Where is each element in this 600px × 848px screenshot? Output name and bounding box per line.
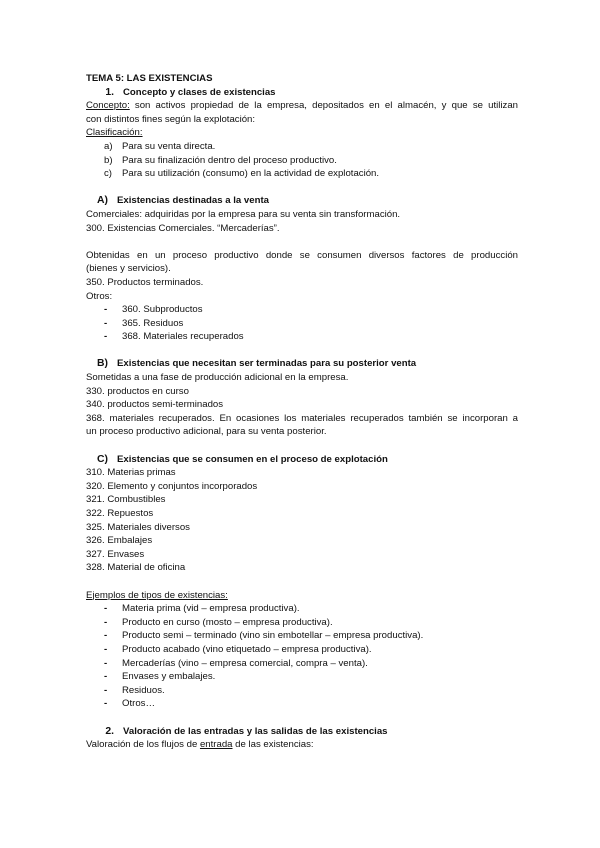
dash-marker: - bbox=[104, 603, 108, 615]
example-item bbox=[86, 602, 518, 616]
otros-item-1 bbox=[86, 303, 518, 317]
section-b-line-3: 340. productos semi-terminados bbox=[86, 399, 224, 411]
dash-marker: - bbox=[104, 643, 108, 655]
section-a-otros: Otros: bbox=[86, 290, 113, 302]
example-item bbox=[86, 643, 518, 657]
section-b-line-1: Sometidas a una fase de producción adicional en la empresa. bbox=[86, 372, 349, 384]
section-b-para-2: un proceso productivo adicional, para su venta posterior. bbox=[86, 426, 327, 438]
section-c-letter: C) bbox=[97, 453, 108, 465]
section-c-line: 327. Envases bbox=[86, 548, 145, 560]
dash-marker: - bbox=[104, 684, 108, 696]
section-2-heading bbox=[86, 725, 518, 739]
section-c-line: 328. Material de oficina bbox=[86, 562, 186, 574]
class-item-a-text: Para su venta directa. bbox=[122, 140, 216, 152]
section-a-line-350: 350. Productos terminados. bbox=[86, 276, 204, 288]
class-item-b bbox=[86, 154, 518, 168]
example-item-text: Mercaderías (vino – empresa comercial, compra – venta). bbox=[122, 657, 368, 669]
example-item-text: Producto semi – terminado (vino sin embotellar – empresa productiva). bbox=[122, 630, 424, 642]
section-c-line: 322. Repuestos bbox=[86, 508, 154, 519]
section-a-line-1: Comerciales: adquiridas por la empresa para su venta sin transformación. bbox=[86, 208, 401, 220]
section-b-title: Existencias que necesitan ser terminadas para su posterior venta bbox=[117, 358, 417, 370]
example-item bbox=[86, 616, 518, 630]
class-item-b-text: Para su finalización dentro del proceso productivo. bbox=[122, 154, 337, 166]
section-b-heading bbox=[86, 357, 518, 371]
dash-marker: - bbox=[104, 671, 108, 683]
dash-marker: - bbox=[104, 331, 108, 343]
section-2-title: Valoración de las entradas y las salidas de las existencias bbox=[123, 725, 388, 737]
section-1-number: 1. bbox=[105, 86, 114, 98]
example-item-text: Residuos. bbox=[122, 684, 165, 696]
example-item-text: Otros… bbox=[122, 698, 156, 710]
class-item-b-marker: b) bbox=[104, 154, 113, 166]
classification-label: Clasificación: bbox=[86, 127, 143, 139]
otros-item-2-text: 365. Residuos bbox=[122, 317, 184, 329]
section-b-para-1: 368. materiales recuperados. En ocasiones los materiales recuperados también se incorporan a bbox=[86, 412, 518, 424]
section-c-line: 310. Materias primas bbox=[86, 467, 176, 479]
otros-item-1-text: 360. Subproductos bbox=[122, 304, 203, 316]
otros-item-3-text: 368. Materiales recuperados bbox=[122, 331, 244, 343]
section-a-heading bbox=[86, 194, 518, 208]
dash-marker: - bbox=[104, 304, 108, 316]
dash-marker: - bbox=[104, 630, 108, 642]
section-a-letter: A) bbox=[97, 195, 108, 207]
class-item-a-marker: a) bbox=[104, 140, 113, 152]
section-a-line-2: 300. Existencias Comerciales. “Mercaderías”. bbox=[86, 222, 280, 234]
section-c-line: 326. Embalajes bbox=[86, 535, 153, 547]
section-a-para-2: (bienes y servicios). bbox=[86, 263, 171, 275]
example-item-text: Producto acabado (vino etiquetado – empresa productiva). bbox=[122, 643, 372, 655]
dash-marker: - bbox=[104, 657, 108, 669]
section-b-line-2: 330. productos en curso bbox=[86, 385, 189, 397]
examples-label: Ejemplos de tipos de existencias: bbox=[86, 589, 228, 601]
concept-line-1 bbox=[86, 99, 518, 113]
section-2-line bbox=[86, 738, 518, 752]
section-1-heading bbox=[86, 86, 518, 100]
example-item bbox=[86, 684, 518, 698]
otros-item-3 bbox=[86, 330, 518, 344]
doc-title: TEMA 5: LAS EXISTENCIAS bbox=[86, 73, 213, 84]
section-2-number: 2. bbox=[105, 725, 114, 737]
class-item-a bbox=[86, 140, 518, 154]
section-c-line: 321. Combustibles bbox=[86, 494, 166, 506]
example-item bbox=[86, 697, 518, 711]
section-a-title: Existencias destinadas a la venta bbox=[117, 195, 269, 207]
section-1-title: Concepto y clases de existencias bbox=[123, 86, 276, 98]
class-item-c-marker: c) bbox=[104, 168, 112, 180]
section-2-line-pre: Valoración de los flujos de bbox=[86, 739, 200, 751]
dash-marker: - bbox=[104, 616, 108, 628]
class-item-c-text: Para su utilización (consumo) en la actividad de explotación. bbox=[122, 168, 380, 180]
section-c-line: 320. Elemento y conjuntos incorporados bbox=[86, 480, 258, 492]
dash-marker: - bbox=[104, 698, 108, 710]
section-c-heading bbox=[86, 453, 518, 467]
section-2-line-entrada: entrada bbox=[199, 739, 233, 751]
concept-label: Concepto: bbox=[86, 100, 130, 112]
concept-text-1: son activos propiedad de la empresa, depositados en el almacén, y que se utilizan bbox=[129, 100, 518, 112]
example-item bbox=[86, 657, 518, 671]
section-2-line-post: de las existencias: bbox=[232, 739, 314, 751]
example-item bbox=[86, 629, 518, 643]
example-item-text: Materia prima (vid – empresa productiva). bbox=[122, 603, 300, 615]
section-b-letter: B) bbox=[97, 358, 108, 370]
section-a-para-1: Obtenidas en un proceso productivo donde se consumen diversos factores de producción bbox=[86, 249, 518, 261]
document-page bbox=[86, 72, 518, 752]
class-item-c bbox=[86, 167, 518, 181]
example-item-text: Producto en curso (mosto – empresa productiva). bbox=[122, 616, 333, 628]
example-item bbox=[86, 670, 518, 684]
otros-item-2 bbox=[86, 317, 518, 331]
section-c-title: Existencias que se consumen en el proceso de explotación bbox=[117, 453, 388, 465]
section-c-line: 325. Materiales diversos bbox=[86, 521, 190, 533]
example-item-text: Envases y embalajes. bbox=[122, 671, 216, 683]
concept-line-2: con distintos fines según la explotación: bbox=[86, 113, 256, 125]
dash-marker: - bbox=[104, 317, 108, 329]
